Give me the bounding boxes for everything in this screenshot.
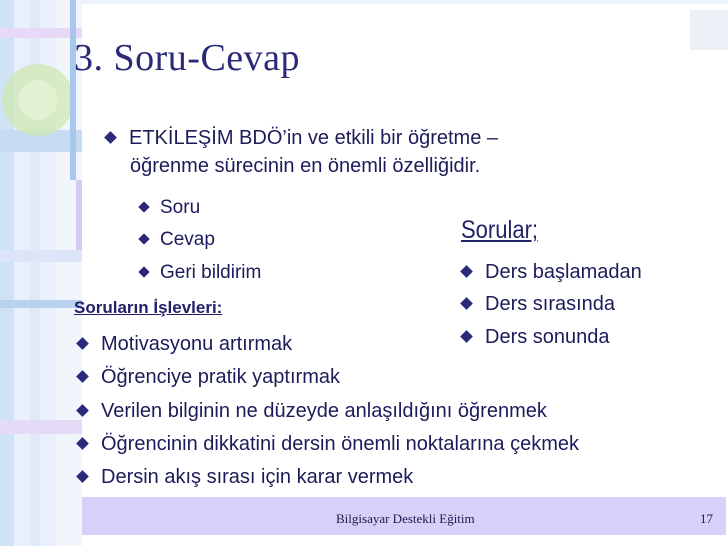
list-item (78, 365, 340, 389)
decorative-corner-block (690, 10, 728, 50)
questions-heading: Sorular; (461, 216, 539, 244)
function-label: Dersin akış sırası için karar vermek (101, 466, 414, 488)
diamond-bullet-icon (76, 470, 89, 483)
diamond-bullet-icon (76, 404, 89, 417)
question-label: Ders başlamadan (485, 261, 642, 283)
diamond-bullet-icon (138, 266, 149, 277)
diamond-bullet-icon (138, 201, 149, 212)
list-item (78, 399, 547, 423)
list-item (462, 292, 615, 316)
decorative-side-strip (0, 0, 82, 546)
diamond-bullet-icon (76, 370, 89, 383)
diamond-bullet-icon (460, 330, 473, 343)
diamond-bullet-icon (460, 297, 473, 310)
diamond-bullet-icon (76, 337, 89, 350)
intro-bullet-line1: ETKİLEŞİM BDÖ’in ve etkili bir öğretme – (129, 127, 499, 149)
functions-heading: Soruların İşlevleri: (74, 298, 223, 317)
footer-text: Bilgisayar Destekli Eğitim (336, 511, 475, 526)
list-item (78, 332, 292, 356)
list-item (462, 260, 642, 284)
sub-item-label: Soru (160, 197, 201, 218)
list-item (140, 261, 261, 285)
diamond-bullet-icon (460, 265, 473, 278)
page-number: 17 (700, 511, 713, 526)
slide-title: 3. Soru-Cevap (74, 37, 301, 79)
sub-item-label: Geri bildirim (160, 262, 262, 283)
diamond-bullet-icon (138, 233, 149, 244)
intro-bullet (106, 126, 498, 150)
sub-item-label: Cevap (160, 229, 215, 250)
list-item (78, 465, 413, 489)
function-label: Verilen bilginin ne düzeyde anlaşıldığını öğrenmek (101, 400, 547, 422)
list-item (78, 432, 579, 456)
list-item (140, 228, 215, 252)
diamond-bullet-icon (104, 131, 117, 144)
diamond-bullet-icon (76, 437, 89, 450)
decorative-top-bar (82, 0, 728, 26)
intro-bullet-continuation: öğrenme sürecinin en önemli özelliğidir. (130, 155, 481, 177)
question-label: Ders sonunda (485, 326, 610, 348)
question-label: Ders sırasında (485, 293, 616, 315)
function-label: Motivasyonu artırmak (101, 333, 293, 355)
list-item (462, 325, 610, 349)
list-item (140, 196, 200, 220)
function-label: Öğrenciye pratik yaptırmak (101, 366, 340, 388)
function-label: Öğrencinin dikkatini dersin önemli noktalarına çekmek (101, 433, 580, 455)
